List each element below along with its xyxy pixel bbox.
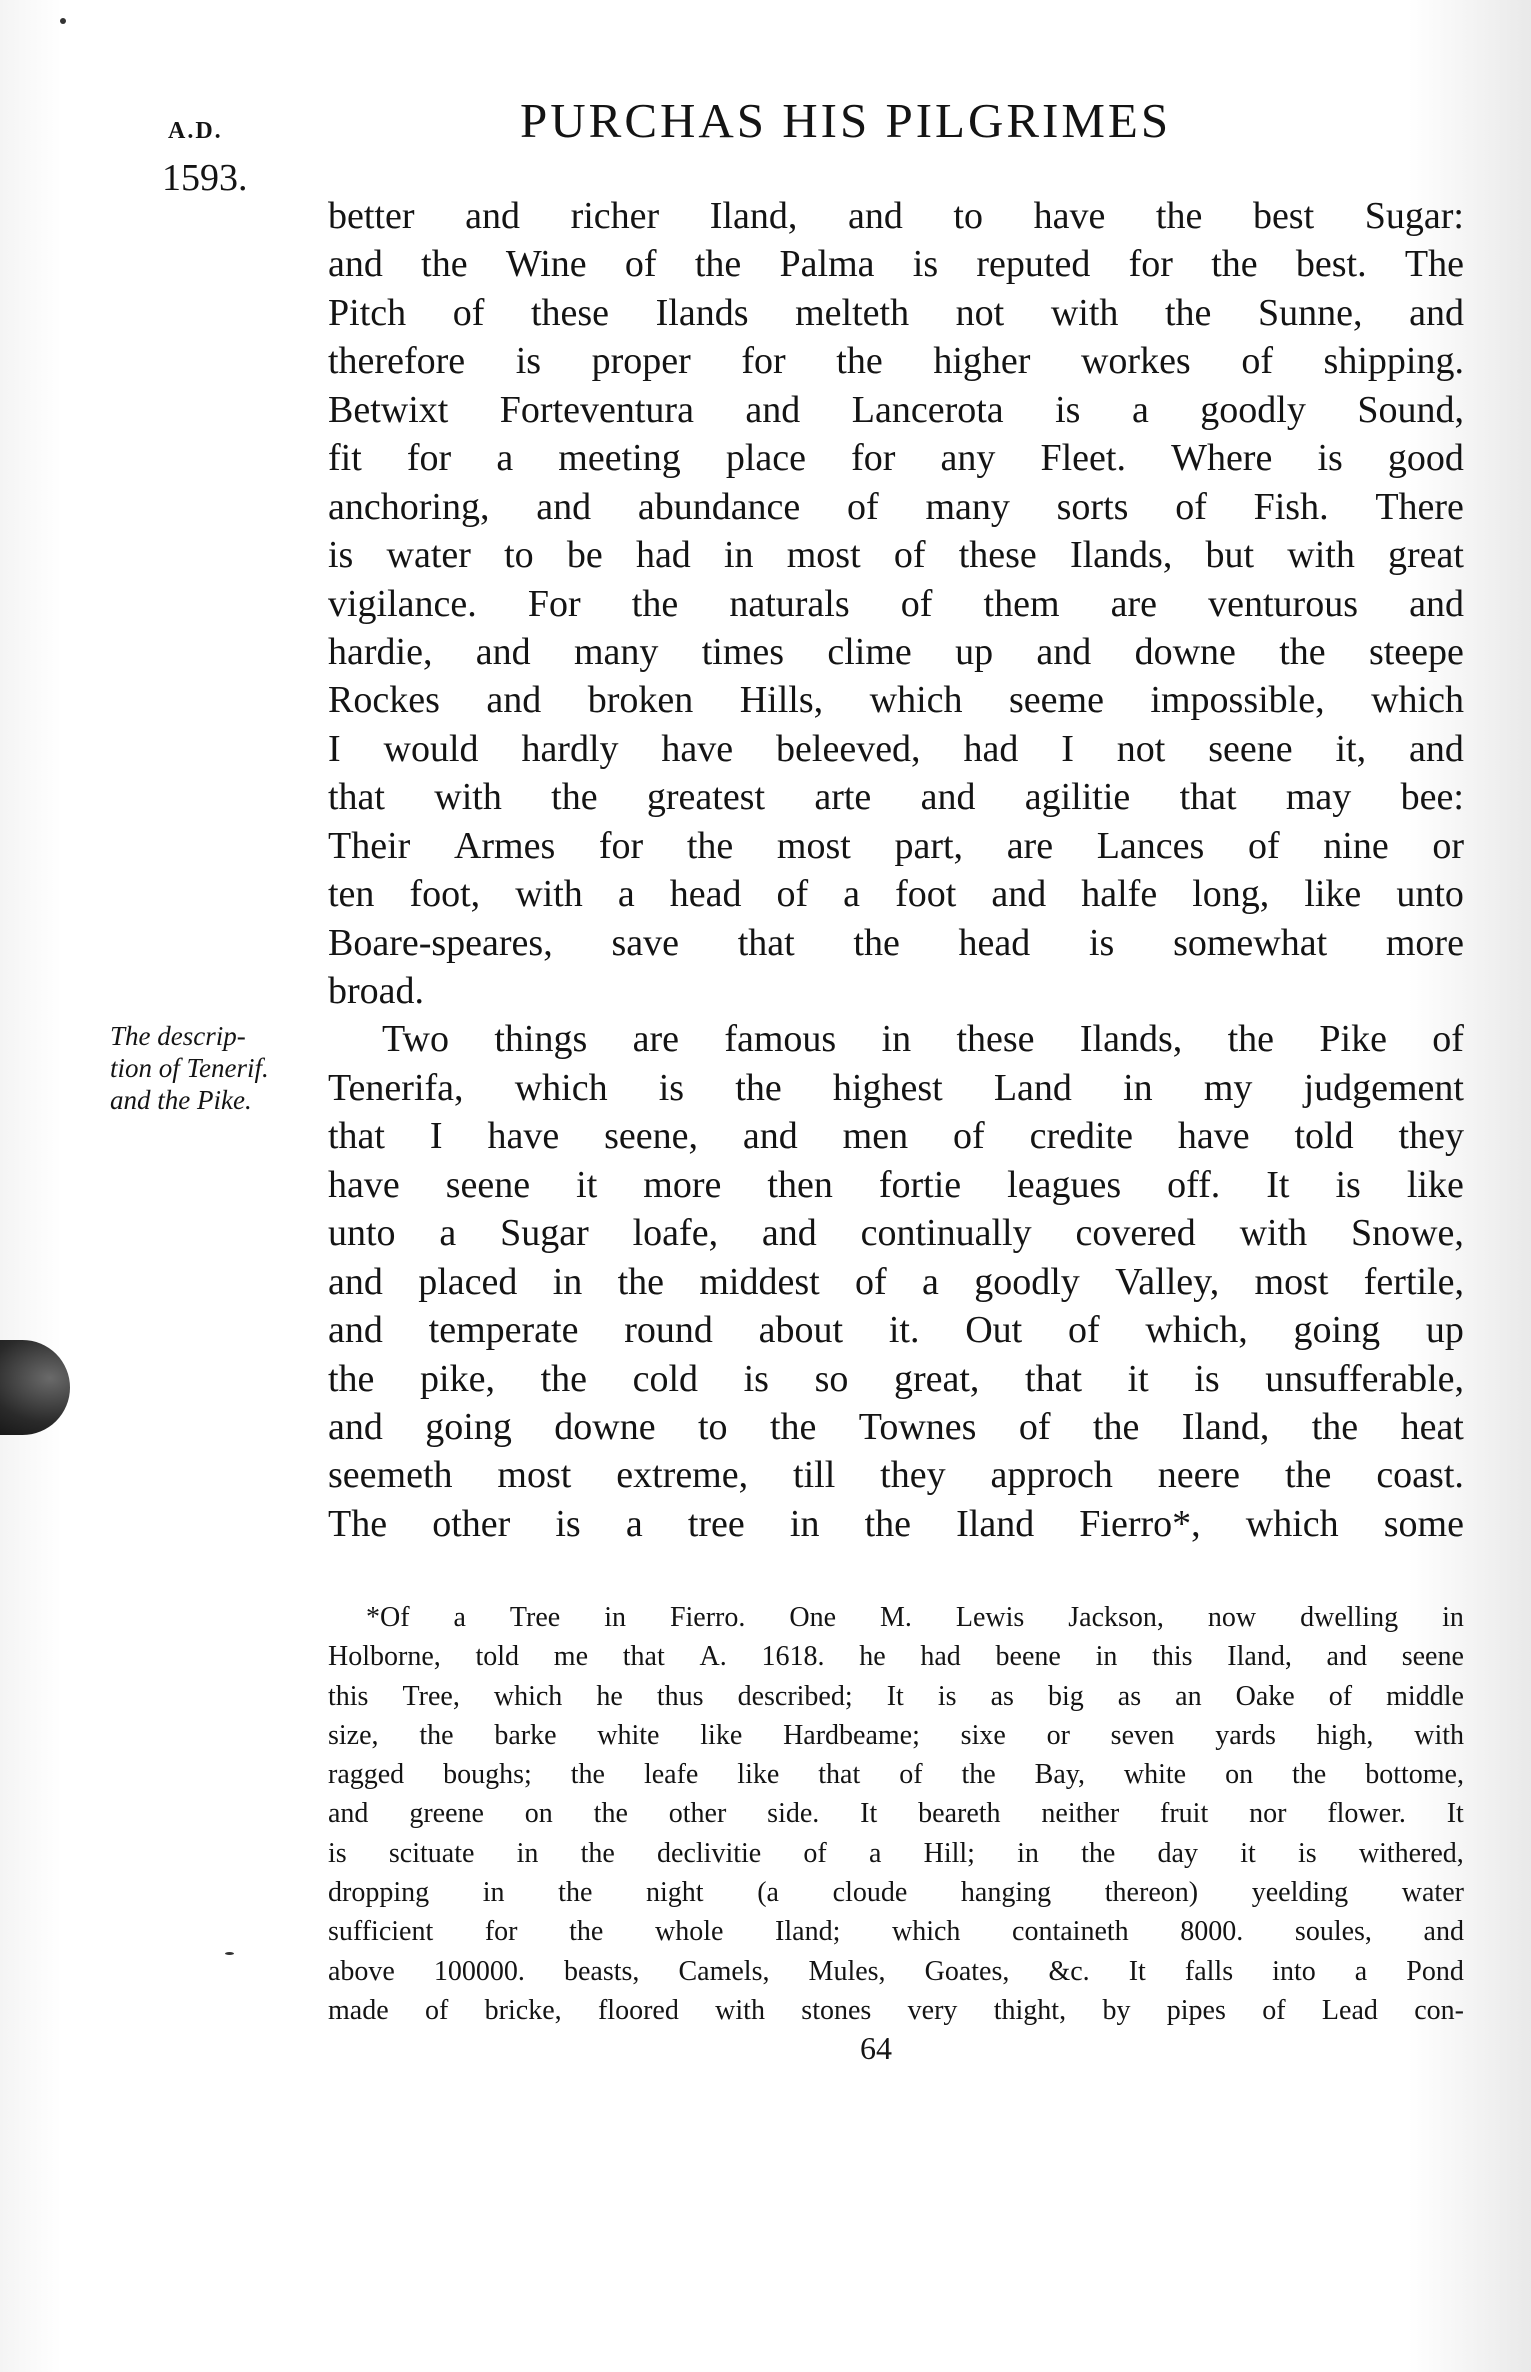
- footnote-line: this Tree, which he thus described; It is as big as an Oake of middle: [328, 1680, 1464, 1712]
- header-year-label: A.D.: [168, 118, 223, 144]
- footnote-line: and greene on the other side. It beareth neither fruit nor flower. It: [328, 1798, 1464, 1830]
- footnote: [328, 1598, 1464, 2030]
- running-title: PURCHAS HIS PILGRIMES: [520, 93, 1172, 148]
- footnote-line: made of bricke, floored with stones very thight, by pipes of Lead con-: [328, 1994, 1464, 2026]
- text-line: and the Wine of the Palma is reputed for the best. The: [328, 243, 1464, 286]
- main-text-body: [328, 192, 1464, 1548]
- text-line: Two things are famous in these Ilands, the Pike of: [382, 1018, 1464, 1061]
- footnote-line: *Of a Tree in Fierro. One M. Lewis Jackson, now dwelling in: [366, 1602, 1464, 1633]
- text-line: hardie, and many times clime up and downe the steepe: [328, 630, 1464, 673]
- text-line: fit for a meeting place for any Fleet. Where is good: [328, 437, 1464, 480]
- text-line: and temperate round about it. Out of which, going up: [328, 1309, 1464, 1352]
- thumb-shadow: [0, 1340, 70, 1435]
- text-line: the pike, the cold is so great, that it is unsufferable,: [328, 1357, 1464, 1400]
- page-speck: [60, 18, 66, 24]
- text-line: therefore is proper for the higher workes of shipping.: [328, 340, 1464, 383]
- text-line: vigilance. For the naturals of them are venturous and: [328, 582, 1464, 625]
- margin-note-line: tion of Tenerif.: [110, 1053, 269, 1083]
- text-line: Their Armes for the most part, are Lances of nine or: [328, 824, 1464, 867]
- text-line: The other is a tree in the Iland Fierro*, which some: [328, 1502, 1464, 1545]
- footnote-line: size, the barke white like Hardbeame; sixe or seven yards high, with: [328, 1719, 1464, 1751]
- page-speck: [225, 1952, 234, 1955]
- text-line: Tenerifa, which is the highest Land in my judgement: [328, 1066, 1464, 1109]
- text-line: and going downe to the Townes of the Iland, the heat: [328, 1405, 1464, 1448]
- margin-note: [110, 1020, 269, 1116]
- text-line: I would hardly have beleeved, had I not seene it, and: [328, 727, 1464, 770]
- text-line: Rockes and broken Hills, which seeme impossible, which: [328, 679, 1464, 722]
- text-line: Betwixt Forteventura and Lancerota is a goodly Sound,: [328, 388, 1464, 431]
- text-line: anchoring, and abundance of many sorts of Fish. There: [328, 485, 1464, 528]
- text-line: that with the greatest arte and agilitie that may bee:: [328, 776, 1464, 819]
- text-line: have seene it more then fortie leagues off. It is like: [328, 1163, 1464, 1206]
- page-number: 64: [860, 2030, 892, 2066]
- text-line: broad.: [328, 970, 425, 1012]
- footnote-line: dropping in the night (a cloude hanging thereon) yeelding water: [328, 1877, 1464, 1909]
- text-line: seemeth most extreme, till they approch neere the coast.: [328, 1454, 1464, 1497]
- footnote-line: ragged boughs; the leafe like that of the Bay, white on the bottome,: [328, 1759, 1464, 1791]
- text-line: is water to be had in most of these Ilands, but with great: [328, 534, 1464, 577]
- footnote-line: Holborne, told me that A. 1618. he had beene in this Iland, and seene: [328, 1641, 1464, 1673]
- footnote-line: is scituate in the declivitie of a Hill; in the day it is withered,: [328, 1837, 1464, 1869]
- text-line: ten foot, with a head of a foot and halfe long, like unto: [328, 873, 1464, 916]
- text-line: that I have seene, and men of credite have told they: [328, 1115, 1464, 1158]
- footnote-line: sufficient for the whole Iland; which containeth 8000. soules, and: [328, 1916, 1464, 1948]
- text-line: Pitch of these Ilands melteth not with the Sunne, and: [328, 291, 1464, 334]
- text-line: Boare-speares, save that the head is somewhat more: [328, 921, 1464, 964]
- margin-note-line: The descrip-: [110, 1021, 246, 1051]
- margin-note-line: and the Pike.: [110, 1085, 252, 1115]
- text-line: unto a Sugar loafe, and continually covered with Snowe,: [328, 1212, 1464, 1255]
- footnote-line: above 100000. beasts, Camels, Mules, Goates, &c. It falls into a Pond: [328, 1955, 1464, 1987]
- text-line: better and richer Iland, and to have the best Sugar:: [328, 195, 1464, 237]
- header-year: 1593.: [162, 157, 248, 199]
- text-line: and placed in the middest of a goodly Valley, most fertile,: [328, 1260, 1464, 1303]
